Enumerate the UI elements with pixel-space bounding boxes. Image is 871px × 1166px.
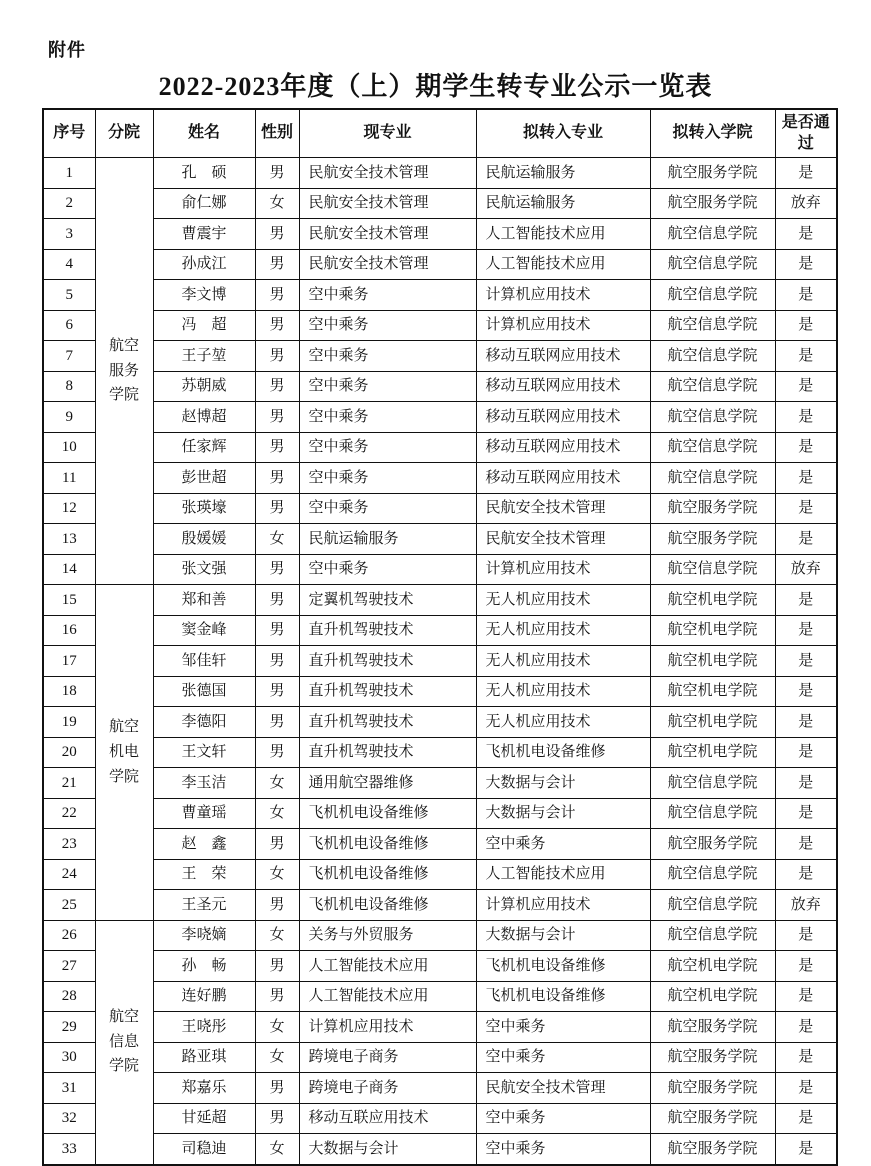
target-college-cell: 航空服务学院 [650,1103,775,1134]
pass-status-cell: 是 [775,432,837,463]
table-row [43,798,837,829]
table-row [43,707,837,738]
branch-college-cell: 航空服务学院 [95,158,153,585]
serial-number-cell: 10 [43,432,95,463]
current-major-cell: 关务与外贸服务 [299,920,476,951]
current-major-cell: 跨境电子商务 [299,1073,476,1104]
current-major-cell: 人工智能技术应用 [299,981,476,1012]
gender-cell: 男 [255,951,299,982]
pass-status-cell: 是 [775,463,837,494]
serial-number-cell: 12 [43,493,95,524]
pass-status-cell: 放弃 [775,890,837,921]
target-college-cell: 航空机电学院 [650,615,775,646]
pass-status-cell: 放弃 [775,188,837,219]
table-row [43,1042,837,1073]
current-major-cell: 移动互联应用技术 [299,1103,476,1134]
current-major-cell: 跨境电子商务 [299,1042,476,1073]
target-college-cell: 航空服务学院 [650,1042,775,1073]
target-college-cell: 航空信息学院 [650,554,775,585]
student-name-cell: 连好鹏 [153,981,255,1012]
student-name-cell: 王哓彤 [153,1012,255,1043]
target-major-cell: 空中乘务 [476,1042,650,1073]
target-major-cell: 无人机应用技术 [476,646,650,677]
target-major-cell: 空中乘务 [476,1012,650,1043]
student-name-cell: 李德阳 [153,707,255,738]
student-name-cell: 王子堃 [153,341,255,372]
target-major-cell: 无人机应用技术 [476,585,650,616]
student-name-cell: 李玉洁 [153,768,255,799]
serial-number-cell: 5 [43,280,95,311]
gender-cell: 男 [255,554,299,585]
current-major-cell: 空中乘务 [299,554,476,585]
pass-status-cell: 放弃 [775,554,837,585]
pass-status-cell: 是 [775,829,837,860]
current-major-cell: 计算机应用技术 [299,1012,476,1043]
serial-number-cell: 19 [43,707,95,738]
serial-number-cell: 22 [43,798,95,829]
gender-cell: 男 [255,646,299,677]
student-name-cell: 甘延超 [153,1103,255,1134]
target-major-cell: 移动互联网应用技术 [476,463,650,494]
serial-number-cell: 26 [43,920,95,951]
student-transfer-table [42,108,838,1166]
gender-cell: 男 [255,432,299,463]
pass-status-cell: 是 [775,341,837,372]
target-major-cell: 飞机机电设备维修 [476,951,650,982]
serial-number-cell: 18 [43,676,95,707]
table-body [43,158,837,1165]
gender-cell: 男 [255,737,299,768]
table-row [43,371,837,402]
pass-status-cell: 是 [775,798,837,829]
gender-cell: 男 [255,280,299,311]
pass-status-cell: 是 [775,280,837,311]
target-college-cell: 航空服务学院 [650,493,775,524]
student-name-cell: 彭世超 [153,463,255,494]
target-college-cell: 航空信息学院 [650,798,775,829]
target-college-cell: 航空服务学院 [650,188,775,219]
table-header-row [43,109,837,158]
student-name-cell: 王文轩 [153,737,255,768]
target-major-cell: 人工智能技术应用 [476,249,650,280]
student-name-cell: 张瑛壕 [153,493,255,524]
serial-number-cell: 28 [43,981,95,1012]
target-major-cell: 空中乘务 [476,1103,650,1134]
target-college-cell: 航空信息学院 [650,280,775,311]
gender-cell: 男 [255,310,299,341]
pass-status-cell: 是 [775,981,837,1012]
current-major-cell: 民航安全技术管理 [299,219,476,250]
student-name-cell: 李哓嫡 [153,920,255,951]
serial-number-cell: 8 [43,371,95,402]
serial-number-cell: 32 [43,1103,95,1134]
target-college-cell: 航空信息学院 [650,768,775,799]
student-name-cell: 孙成江 [153,249,255,280]
gender-cell: 男 [255,463,299,494]
pass-status-cell: 是 [775,920,837,951]
gender-cell: 男 [255,707,299,738]
target-major-cell: 空中乘务 [476,829,650,860]
student-name-cell: 冯 超 [153,310,255,341]
pass-status-cell: 是 [775,1073,837,1104]
table-row [43,829,837,860]
table-row [43,585,837,616]
serial-number-cell: 21 [43,768,95,799]
target-college-cell: 航空机电学院 [650,951,775,982]
table-row [43,951,837,982]
current-major-cell: 空中乘务 [299,371,476,402]
student-name-cell: 王 荣 [153,859,255,890]
student-name-cell: 孔 硕 [153,158,255,189]
current-major-cell: 飞机机电设备维修 [299,890,476,921]
pass-status-cell: 是 [775,1012,837,1043]
serial-number-cell: 25 [43,890,95,921]
student-name-cell: 李文博 [153,280,255,311]
target-major-cell: 大数据与会计 [476,920,650,951]
table-row [43,280,837,311]
page-title: 2022-2023年度（上）期学生转专业公示一览表 [158,72,713,101]
table-row [43,646,837,677]
target-major-cell: 民航安全技术管理 [476,493,650,524]
target-college-cell: 航空机电学院 [650,646,775,677]
pass-status-cell: 是 [775,585,837,616]
pass-status-cell: 是 [775,402,837,433]
target-major-cell: 大数据与会计 [476,798,650,829]
target-major-cell: 空中乘务 [476,1134,650,1165]
target-major-cell: 无人机应用技术 [476,615,650,646]
target-major-cell: 计算机应用技术 [476,310,650,341]
current-major-cell: 空中乘务 [299,402,476,433]
target-college-cell: 航空机电学院 [650,981,775,1012]
target-college-cell: 航空信息学院 [650,249,775,280]
current-major-cell: 民航运输服务 [299,524,476,555]
current-major-cell: 直升机驾驶技术 [299,646,476,677]
target-major-cell: 民航安全技术管理 [476,524,650,555]
target-college-cell: 航空服务学院 [650,1134,775,1165]
student-name-cell: 赵博超 [153,402,255,433]
gender-cell: 男 [255,615,299,646]
serial-number-cell: 29 [43,1012,95,1043]
target-major-cell: 移动互联网应用技术 [476,432,650,463]
target-college-cell: 航空机电学院 [650,676,775,707]
serial-number-cell: 6 [43,310,95,341]
table-row [43,219,837,250]
student-name-cell: 邹佳轩 [153,646,255,677]
pass-status-cell: 是 [775,158,837,189]
target-major-cell: 无人机应用技术 [476,676,650,707]
target-major-cell: 民航运输服务 [476,158,650,189]
table-row [43,402,837,433]
gender-cell: 男 [255,829,299,860]
current-major-cell: 空中乘务 [299,310,476,341]
target-major-cell: 飞机机电设备维修 [476,737,650,768]
student-name-cell: 郑嘉乐 [153,1073,255,1104]
gender-cell: 男 [255,371,299,402]
pass-status-cell: 是 [775,249,837,280]
current-major-cell: 直升机驾驶技术 [299,615,476,646]
target-major-cell: 计算机应用技术 [476,280,650,311]
serial-number-cell: 31 [43,1073,95,1104]
serial-number-cell: 23 [43,829,95,860]
gender-cell: 女 [255,1012,299,1043]
pass-status-cell: 是 [775,859,837,890]
serial-number-cell: 3 [43,219,95,250]
current-major-cell: 民航安全技术管理 [299,158,476,189]
branch-college-cell: 航空信息学院 [95,920,153,1165]
header-current-major: 现专业 [299,109,476,158]
gender-cell: 男 [255,890,299,921]
pass-status-cell: 是 [775,1042,837,1073]
current-major-cell: 空中乘务 [299,280,476,311]
target-major-cell: 无人机应用技术 [476,707,650,738]
target-college-cell: 航空机电学院 [650,585,775,616]
target-college-cell: 航空服务学院 [650,829,775,860]
target-major-cell: 民航运输服务 [476,188,650,219]
table-row [43,554,837,585]
target-college-cell: 航空服务学院 [650,1012,775,1043]
header-pass-status: 是否通过 [775,109,837,158]
student-name-cell: 赵 鑫 [153,829,255,860]
gender-cell: 女 [255,1042,299,1073]
serial-number-cell: 2 [43,188,95,219]
pass-status-cell: 是 [775,493,837,524]
student-name-cell: 路亚琪 [153,1042,255,1073]
target-college-cell: 航空信息学院 [650,310,775,341]
serial-number-cell: 1 [43,158,95,189]
pass-status-cell: 是 [775,1103,837,1134]
pass-status-cell: 是 [775,1134,837,1165]
table-row [43,737,837,768]
gender-cell: 女 [255,188,299,219]
target-college-cell: 航空服务学院 [650,1073,775,1104]
student-name-cell: 曹震宇 [153,219,255,250]
pass-status-cell: 是 [775,676,837,707]
pass-status-cell: 是 [775,219,837,250]
current-major-cell: 民航安全技术管理 [299,188,476,219]
gender-cell: 男 [255,1073,299,1104]
target-major-cell: 人工智能技术应用 [476,219,650,250]
gender-cell: 男 [255,981,299,1012]
student-name-cell: 孙 畅 [153,951,255,982]
table-row [43,524,837,555]
serial-number-cell: 13 [43,524,95,555]
header-gender: 性别 [255,109,299,158]
student-name-cell: 窦金峰 [153,615,255,646]
pass-status-cell: 是 [775,951,837,982]
table-row [43,1103,837,1134]
current-major-cell: 人工智能技术应用 [299,951,476,982]
gender-cell: 女 [255,859,299,890]
target-major-cell: 民航安全技术管理 [476,1073,650,1104]
table-row [43,188,837,219]
serial-number-cell: 33 [43,1134,95,1165]
gender-cell: 男 [255,402,299,433]
table-row [43,981,837,1012]
table-row [43,920,837,951]
student-name-cell: 王圣元 [153,890,255,921]
gender-cell: 男 [255,341,299,372]
table-row [43,1012,837,1043]
target-college-cell: 航空信息学院 [650,341,775,372]
table-row [43,890,837,921]
current-major-cell: 飞机机电设备维修 [299,798,476,829]
target-major-cell: 人工智能技术应用 [476,859,650,890]
target-college-cell: 航空服务学院 [650,158,775,189]
attachment-label: 附件 [48,40,86,60]
current-major-cell: 空中乘务 [299,432,476,463]
table-row [43,859,837,890]
current-major-cell: 空中乘务 [299,341,476,372]
student-name-cell: 俞仁娜 [153,188,255,219]
serial-number-cell: 15 [43,585,95,616]
table-row [43,310,837,341]
current-major-cell: 空中乘务 [299,493,476,524]
target-college-cell: 航空机电学院 [650,737,775,768]
student-name-cell: 司稳迪 [153,1134,255,1165]
serial-number-cell: 27 [43,951,95,982]
serial-number-cell: 30 [43,1042,95,1073]
student-name-cell: 殷媛媛 [153,524,255,555]
table-row [43,676,837,707]
target-college-cell: 航空服务学院 [650,524,775,555]
gender-cell: 男 [255,249,299,280]
target-major-cell: 移动互联网应用技术 [476,341,650,372]
current-major-cell: 直升机驾驶技术 [299,676,476,707]
target-major-cell: 计算机应用技术 [476,554,650,585]
branch-college-cell: 航空机电学院 [95,585,153,921]
table-row [43,615,837,646]
gender-cell: 女 [255,1134,299,1165]
gender-cell: 男 [255,1103,299,1134]
pass-status-cell: 是 [775,707,837,738]
pass-status-cell: 是 [775,371,837,402]
current-major-cell: 大数据与会计 [299,1134,476,1165]
target-major-cell: 飞机机电设备维修 [476,981,650,1012]
student-name-cell: 张德国 [153,676,255,707]
current-major-cell: 直升机驾驶技术 [299,737,476,768]
table-row [43,341,837,372]
gender-cell: 女 [255,798,299,829]
gender-cell: 男 [255,219,299,250]
current-major-cell: 空中乘务 [299,463,476,494]
target-college-cell: 航空信息学院 [650,890,775,921]
serial-number-cell: 16 [43,615,95,646]
table-row [43,1134,837,1165]
pass-status-cell: 是 [775,646,837,677]
student-name-cell: 张文强 [153,554,255,585]
table-row [43,463,837,494]
table-row [43,493,837,524]
target-college-cell: 航空信息学院 [650,219,775,250]
pass-status-cell: 是 [775,737,837,768]
pass-status-cell: 是 [775,768,837,799]
serial-number-cell: 14 [43,554,95,585]
pass-status-cell: 是 [775,310,837,341]
target-college-cell: 航空信息学院 [650,371,775,402]
target-college-cell: 航空信息学院 [650,920,775,951]
current-major-cell: 直升机驾驶技术 [299,707,476,738]
serial-number-cell: 7 [43,341,95,372]
student-name-cell: 任家辉 [153,432,255,463]
gender-cell: 女 [255,768,299,799]
serial-number-cell: 11 [43,463,95,494]
header-target-college: 拟转入学院 [650,109,775,158]
student-name-cell: 苏朝威 [153,371,255,402]
target-college-cell: 航空信息学院 [650,432,775,463]
serial-number-cell: 9 [43,402,95,433]
gender-cell: 男 [255,585,299,616]
header-target-major: 拟转入专业 [476,109,650,158]
target-major-cell: 计算机应用技术 [476,890,650,921]
table-row [43,1073,837,1104]
table-row [43,432,837,463]
student-name-cell: 郑和善 [153,585,255,616]
table-row [43,768,837,799]
header-student-name: 姓名 [153,109,255,158]
serial-number-cell: 4 [43,249,95,280]
current-major-cell: 民航安全技术管理 [299,249,476,280]
header-branch-college: 分院 [95,109,153,158]
gender-cell: 男 [255,493,299,524]
table-row [43,158,837,189]
serial-number-cell: 20 [43,737,95,768]
gender-cell: 女 [255,920,299,951]
gender-cell: 男 [255,158,299,189]
current-major-cell: 飞机机电设备维修 [299,829,476,860]
target-major-cell: 移动互联网应用技术 [476,371,650,402]
target-major-cell: 大数据与会计 [476,768,650,799]
target-college-cell: 航空信息学院 [650,859,775,890]
serial-number-cell: 17 [43,646,95,677]
student-name-cell: 曹童瑶 [153,798,255,829]
table-row [43,249,837,280]
gender-cell: 女 [255,524,299,555]
target-college-cell: 航空机电学院 [650,707,775,738]
gender-cell: 男 [255,676,299,707]
current-major-cell: 定翼机驾驶技术 [299,585,476,616]
header-serial-number: 序号 [43,109,95,158]
pass-status-cell: 是 [775,524,837,555]
current-major-cell: 通用航空器维修 [299,768,476,799]
target-college-cell: 航空信息学院 [650,463,775,494]
current-major-cell: 飞机机电设备维修 [299,859,476,890]
pass-status-cell: 是 [775,615,837,646]
serial-number-cell: 24 [43,859,95,890]
target-college-cell: 航空信息学院 [650,402,775,433]
target-major-cell: 移动互联网应用技术 [476,402,650,433]
